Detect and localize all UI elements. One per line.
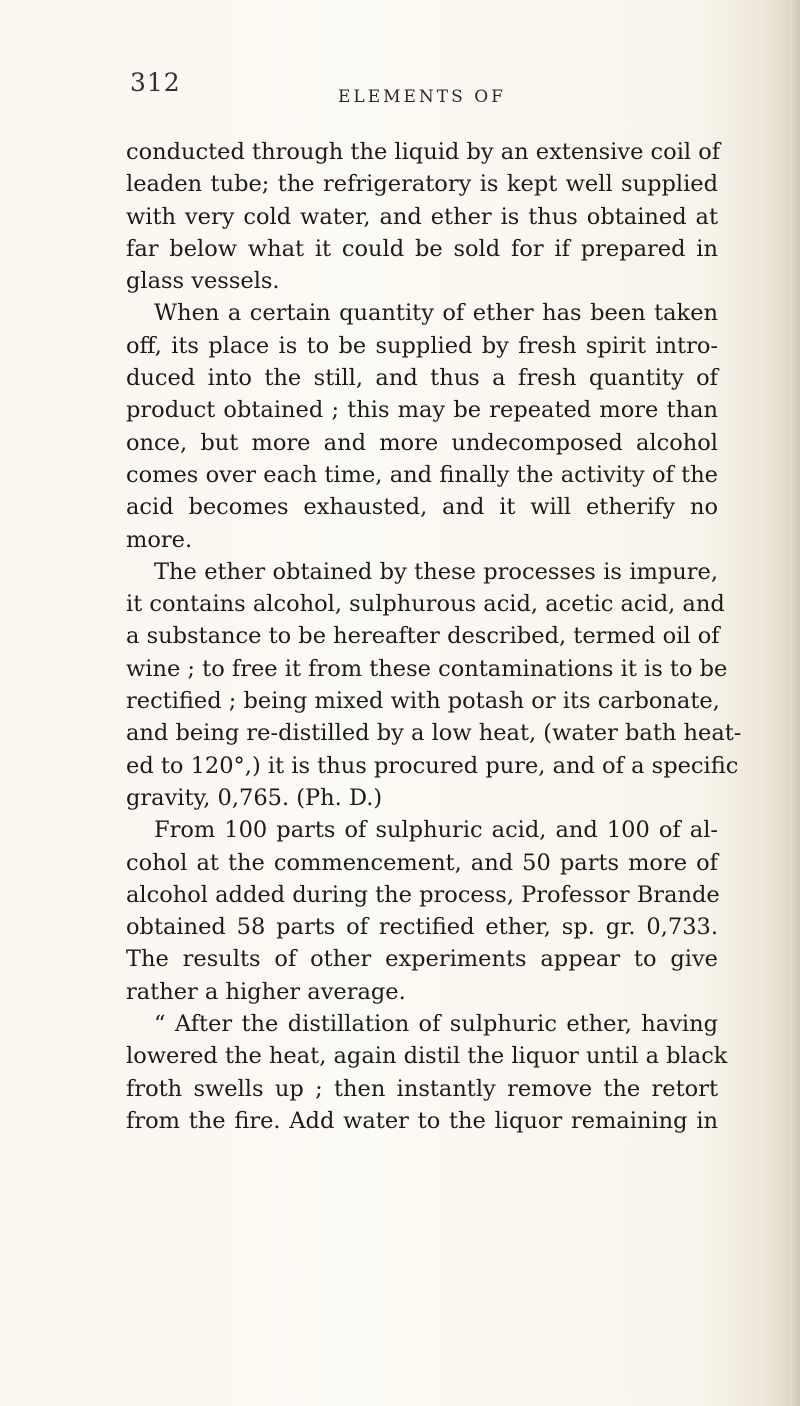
text-line: alcohol added during the process, Professor Brande — [126, 881, 720, 908]
text-line: cohol at the commencement, and 50 parts more of — [126, 849, 718, 876]
text-line: The results of other experiments appear to give — [126, 946, 718, 973]
page-number: 312 — [130, 68, 181, 97]
running-head: ELEMENTS OF — [338, 87, 506, 107]
text-line: ed to 120°,) it is thus procured pure, and of a specific — [126, 752, 739, 779]
text-line: once, but more and more undecomposed alcohol — [126, 429, 718, 456]
text-line: When a certain quantity of ether has been taken — [154, 300, 718, 327]
text-line: comes over each time, and finally the activity of the — [126, 461, 718, 488]
text-line: obtained 58 parts of rectified ether, sp. gr. 0,733. — [126, 914, 718, 941]
text-line: From 100 parts of sulphuric acid, and 100 of al- — [154, 817, 718, 844]
text-line: more. — [126, 526, 193, 553]
text-line: glass vessels. — [126, 268, 280, 295]
text-line: from the fire. Add water to the liquor remaining in — [126, 1107, 718, 1134]
text-line: leaden tube; the refrigeratory is kept well supplied — [126, 171, 718, 198]
text-line: wine ; to free it from these contaminations it is to be — [126, 655, 728, 682]
text-line: product obtained ; this may be repeated more than — [126, 397, 718, 424]
body-text — [126, 136, 742, 1137]
text-line: with very cold water, and ether is thus obtained at — [126, 203, 718, 230]
text-line: rather a higher average. — [126, 978, 406, 1005]
text-line: it contains alcohol, sulphurous acid, acetic acid, and — [126, 591, 725, 618]
text-line: lowered the heat, again distil the liquor until a black — [126, 1043, 728, 1070]
text-line: off, its place is to be supplied by fresh spirit intro- — [126, 332, 718, 359]
text-line: and being re-distilled by a low heat, (water bath heat- — [126, 720, 742, 747]
text-line: froth swells up ; then instantly remove the retort — [126, 1075, 718, 1102]
text-line: conducted through the liquid by an extensive coil of — [126, 139, 721, 165]
text-line: acid becomes exhausted, and it will etherify no — [126, 494, 718, 521]
text-line: gravity, 0,765. (Ph. D.) — [126, 784, 383, 811]
text-line: “ After the distillation of sulphuric ether, having — [154, 1011, 718, 1038]
text-line: a substance to be hereafter described, termed oil of — [126, 623, 720, 650]
page-edge-shadow — [790, 0, 800, 1406]
text-line: The ether obtained by these processes is impure, — [154, 558, 718, 585]
text-line: far below what it could be sold for if prepared in — [126, 235, 718, 262]
text-line: rectified ; being mixed with potash or its carbonate, — [126, 688, 720, 715]
text-line: duced into the still, and thus a fresh quantity of — [126, 365, 718, 392]
